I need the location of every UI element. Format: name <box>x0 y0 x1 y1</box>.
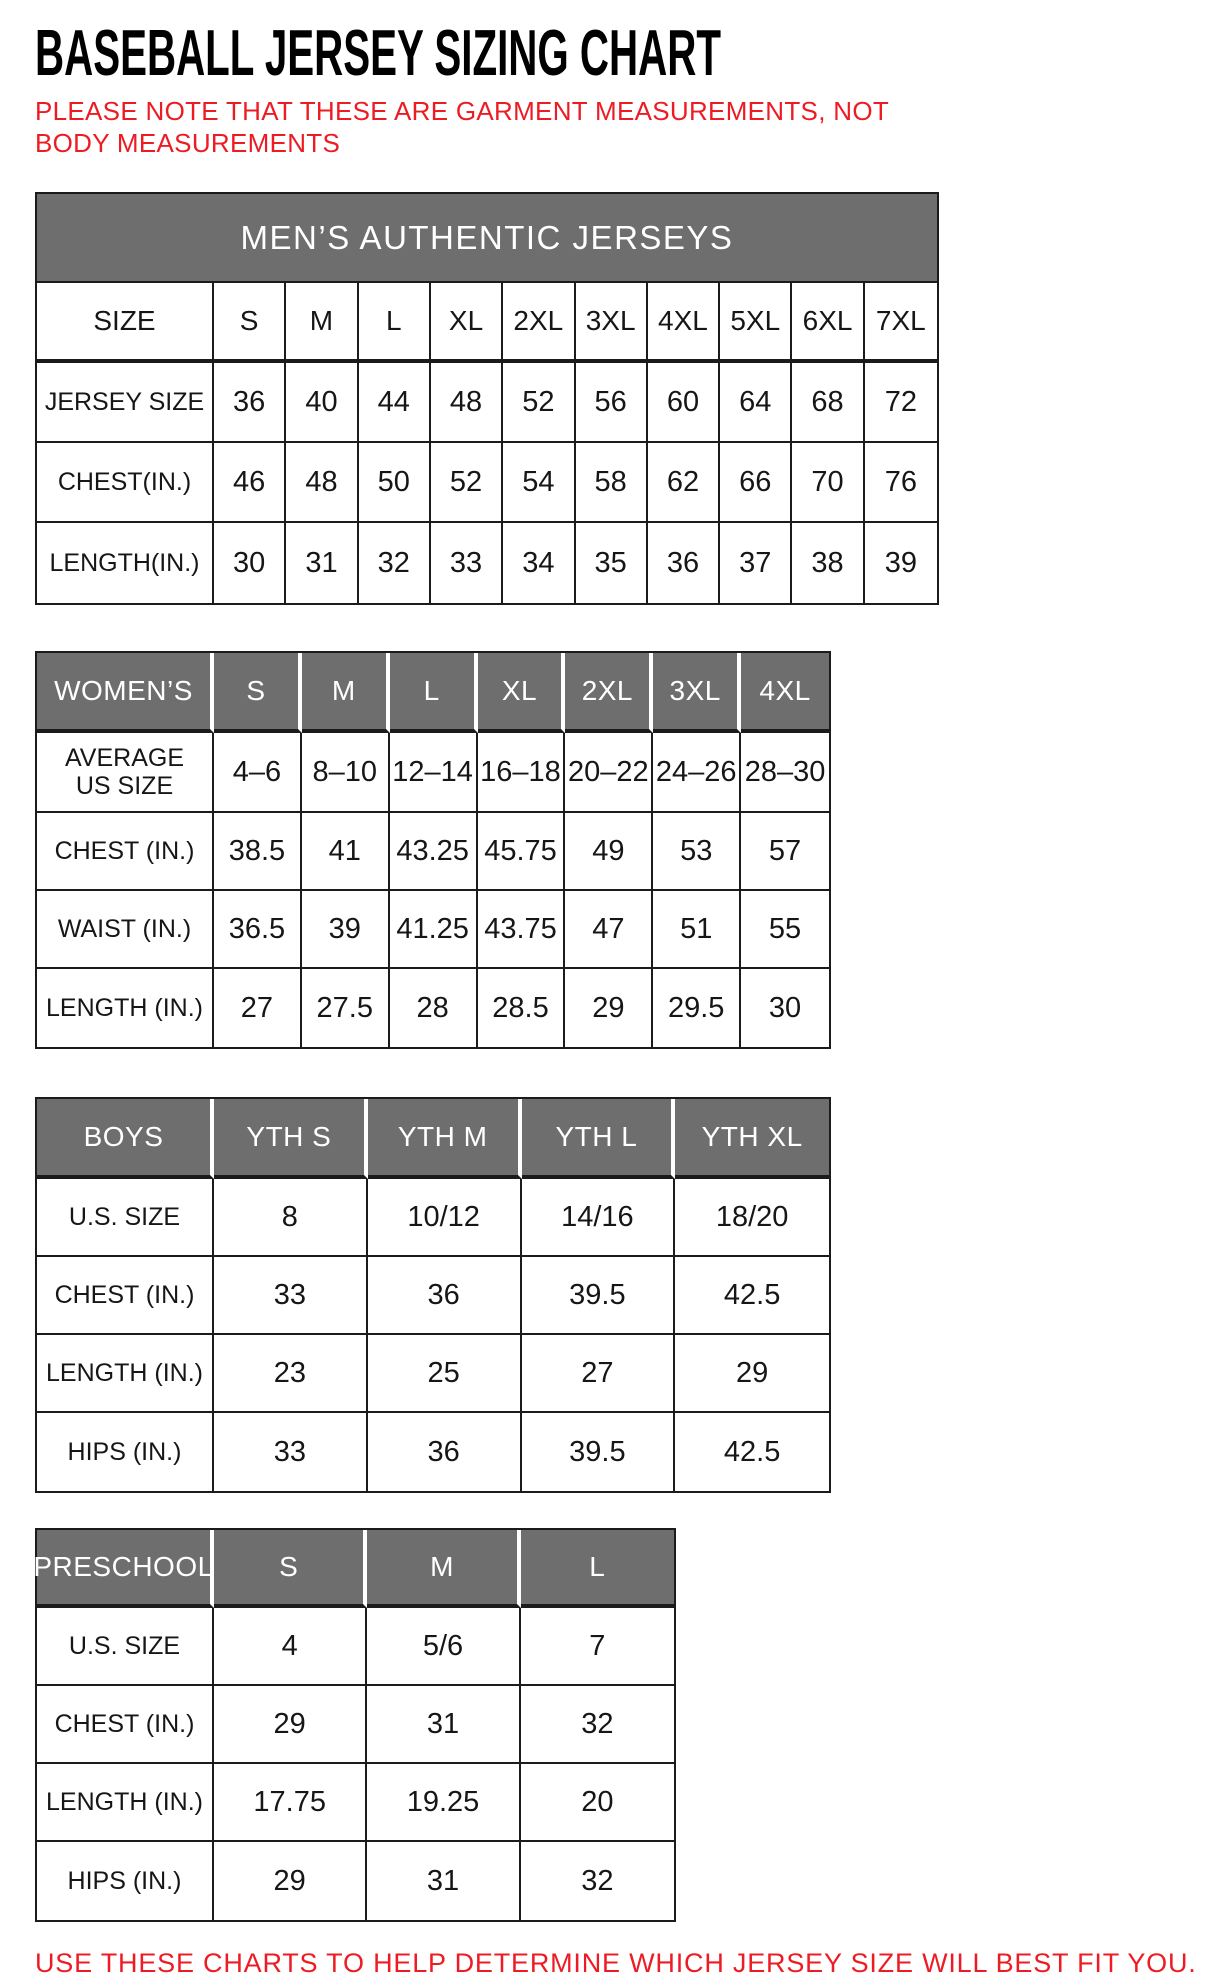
column-header-cell: L <box>359 283 431 363</box>
column-header-cell: 3XL <box>576 283 648 363</box>
column-header-cell: 4XL <box>648 283 720 363</box>
row-label-cell: HIPS (IN.) <box>37 1842 214 1920</box>
value-cell: 12–14 <box>390 733 478 813</box>
column-header-cell: 2XL <box>565 653 653 733</box>
value-cell: 34 <box>503 523 575 603</box>
value-cell: 23 <box>214 1335 368 1413</box>
value-cell: 28 <box>390 969 478 1047</box>
value-cell: 33 <box>214 1413 368 1491</box>
value-cell: 4 <box>214 1608 367 1686</box>
column-header-cell: M <box>302 653 390 733</box>
value-cell: 5/6 <box>367 1608 520 1686</box>
page-title: BASEBALL JERSEY SIZING CHART <box>35 16 721 89</box>
row-label-cell: CHEST (IN.) <box>37 1257 214 1335</box>
value-cell: 72 <box>865 363 937 443</box>
value-cell: 31 <box>367 1686 520 1764</box>
column-header-cell: 3XL <box>653 653 741 733</box>
value-cell: 28–30 <box>741 733 829 813</box>
row-label-cell: LENGTH(IN.) <box>37 523 214 603</box>
value-cell: 16–18 <box>478 733 566 813</box>
value-cell: 29 <box>214 1842 367 1920</box>
value-cell: 36 <box>214 363 286 443</box>
value-cell: 40 <box>286 363 358 443</box>
value-cell: 64 <box>720 363 792 443</box>
value-cell: 45.75 <box>478 813 566 891</box>
column-header-cell: L <box>390 653 478 733</box>
row-label-cell: U.S. SIZE <box>37 1608 214 1686</box>
value-cell: 33 <box>431 523 503 603</box>
value-cell: 29.5 <box>653 969 741 1047</box>
value-cell: 27 <box>214 969 302 1047</box>
value-cell: 56 <box>576 363 648 443</box>
value-cell: 41 <box>302 813 390 891</box>
row-label-cell: WAIST (IN.) <box>37 891 214 969</box>
value-cell: 49 <box>565 813 653 891</box>
value-cell: 25 <box>368 1335 522 1413</box>
column-header-cell: XL <box>478 653 566 733</box>
value-cell: 46 <box>214 443 286 523</box>
value-cell: 32 <box>581 1864 614 1897</box>
value-cell: 52 <box>503 363 575 443</box>
column-header-cell: M <box>367 1530 520 1608</box>
value-cell: 55 <box>741 891 829 969</box>
value-cell: 68 <box>792 363 864 443</box>
value-cell: 39 <box>302 891 390 969</box>
value-cell: 24–26 <box>653 733 741 813</box>
value-cell: 43.75 <box>478 891 566 969</box>
footer-note: USE THESE CHARTS TO HELP DETERMINE WHICH JERSEY SIZE WILL BEST FIT YOU. <box>35 1948 1197 1979</box>
value-cell: 36.5 <box>214 891 302 969</box>
column-header-cell: PRESCHOOL <box>37 1530 214 1608</box>
value-cell: 41.25 <box>390 891 478 969</box>
row-label-cell: AVERAGE US SIZE <box>37 733 214 813</box>
value-cell: 58 <box>576 443 648 523</box>
value-cell: 38.5 <box>214 813 302 891</box>
sizing-tables-container <box>35 192 1190 1922</box>
column-header-cell: 5XL <box>720 283 792 363</box>
value-cell: 39 <box>884 546 917 579</box>
value-cell: 43.25 <box>390 813 478 891</box>
column-header-cell: BOYS <box>37 1099 214 1179</box>
row-label-cell: U.S. SIZE <box>37 1179 214 1257</box>
value-cell: 35 <box>576 523 648 603</box>
value-cell: 52 <box>431 443 503 523</box>
column-header-cell: YTH M <box>368 1099 522 1179</box>
value-cell: 39.5 <box>522 1413 676 1491</box>
value-cell: 32 <box>359 523 431 603</box>
value-cell: 57 <box>741 813 829 891</box>
value-cell: 44 <box>359 363 431 443</box>
value-cell: 48 <box>286 443 358 523</box>
row-label-cell: CHEST(IN.) <box>37 443 214 523</box>
womens-sizing-table <box>35 651 831 1049</box>
garment-measurements-note: PLEASE NOTE THAT THESE ARE GARMENT MEASUREMENTS, NOT BODY MEASUREMENTS <box>35 96 889 158</box>
value-cell: 39.5 <box>522 1257 676 1335</box>
value-cell: 36 <box>368 1413 522 1491</box>
value-cell: 42.5 <box>723 1435 781 1468</box>
value-cell: 27.5 <box>302 969 390 1047</box>
value-cell: 70 <box>792 443 864 523</box>
column-header-cell: WOMEN’S <box>37 653 214 733</box>
column-header-cell: YTH XL <box>675 1099 829 1179</box>
value-cell: 37 <box>720 523 792 603</box>
value-cell: 20–22 <box>565 733 653 813</box>
value-cell: 27 <box>522 1335 676 1413</box>
value-cell: 62 <box>648 443 720 523</box>
value-cell: 50 <box>359 443 431 523</box>
column-header-cell: 6XL <box>792 283 864 363</box>
column-header-cell: 2XL <box>503 283 575 363</box>
value-cell: 10/12 <box>368 1179 522 1257</box>
column-header-cell: S <box>214 1530 367 1608</box>
row-label-cell: CHEST (IN.) <box>37 1686 214 1764</box>
value-cell: 36 <box>648 523 720 603</box>
value-cell: 36 <box>368 1257 522 1335</box>
row-label-cell: LENGTH (IN.) <box>37 1335 214 1413</box>
column-header-cell: S <box>214 283 286 363</box>
mens-sizing-table <box>35 192 939 605</box>
column-header-cell: YTH S <box>214 1099 368 1179</box>
value-cell: 30 <box>214 523 286 603</box>
column-header-cell: SIZE <box>37 283 214 363</box>
value-cell: 14/16 <box>522 1179 676 1257</box>
column-header-cell: L <box>521 1530 674 1608</box>
boys-sizing-table <box>35 1097 831 1493</box>
row-label-cell: LENGTH (IN.) <box>37 969 214 1047</box>
value-cell: 29 <box>214 1686 367 1764</box>
row-label-cell: HIPS (IN.) <box>37 1413 214 1491</box>
value-cell: 60 <box>648 363 720 443</box>
value-cell: 76 <box>865 443 937 523</box>
value-cell: 17.75 <box>214 1764 367 1842</box>
column-header-cell: 4XL <box>741 653 829 733</box>
value-cell: 33 <box>214 1257 368 1335</box>
mens-table-banner: MEN’S AUTHENTIC JERSEYS <box>37 194 937 283</box>
column-header-cell: M <box>286 283 358 363</box>
value-cell: 31 <box>286 523 358 603</box>
row-label-cell: CHEST (IN.) <box>37 813 214 891</box>
value-cell: 28.5 <box>478 969 566 1047</box>
value-cell: 51 <box>653 891 741 969</box>
value-cell: 8–10 <box>302 733 390 813</box>
value-cell: 8 <box>214 1179 368 1257</box>
value-cell: 4–6 <box>214 733 302 813</box>
value-cell: 47 <box>565 891 653 969</box>
value-cell: 29 <box>565 969 653 1047</box>
value-cell: 20 <box>521 1764 674 1842</box>
value-cell: 18/20 <box>675 1179 829 1257</box>
row-label-cell: JERSEY SIZE <box>37 363 214 443</box>
value-cell: 7 <box>521 1608 674 1686</box>
value-cell: 54 <box>503 443 575 523</box>
value-cell: 42.5 <box>675 1257 829 1335</box>
row-label-cell: LENGTH (IN.) <box>37 1764 214 1842</box>
value-cell: 66 <box>720 443 792 523</box>
column-header-cell: S <box>214 653 302 733</box>
value-cell: 32 <box>521 1686 674 1764</box>
column-header-cell: 7XL <box>865 283 937 363</box>
value-cell: 19.25 <box>367 1764 520 1842</box>
preschool-sizing-table <box>35 1528 676 1922</box>
column-header-cell: YTH L <box>522 1099 676 1179</box>
value-cell: 31 <box>367 1842 520 1920</box>
value-cell: 53 <box>653 813 741 891</box>
value-cell: 48 <box>431 363 503 443</box>
value-cell: 38 <box>792 523 864 603</box>
column-header-cell: XL <box>431 283 503 363</box>
value-cell: 30 <box>768 991 802 1024</box>
value-cell: 29 <box>675 1335 829 1413</box>
